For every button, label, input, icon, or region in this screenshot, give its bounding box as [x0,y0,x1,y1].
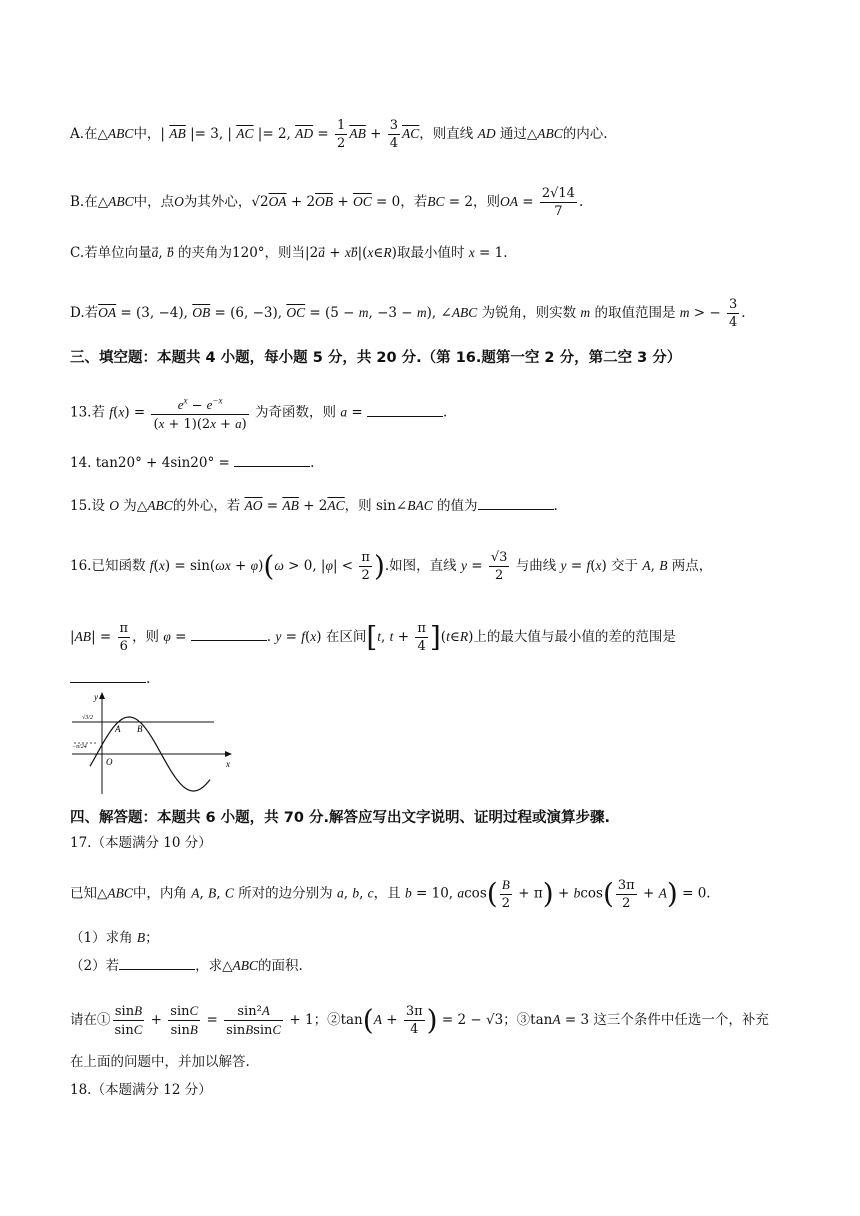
question-13: 13.若 f(x) = $\frac{e^x - e^{-x}}{(x + 1)(2x + a)}$ 为奇函数，则 a = . [70,393,447,433]
question-14: 14. tan20° + 4sin20° = . [70,452,314,473]
question-17-part-1: （1）求角 B； [70,930,159,946]
question-15: 15.设 O 为△ABC的外心，若 $\overline{AO} = \overline{AB} + 2\overline{AC}$，则 sin∠BAC 的值为 . [70,495,558,516]
question-17-stem: 已知△ABC中，内角 A, B, C 所对的边分别为 a, b, c，且 b = 10, acos( $\frac{B}{2}$ + π) + bcos( $\frac{3\pi}{2}$ + A) = 0. [70,877,711,911]
section-4-heading: 四、解答题：本题共 6 小题，共 70 分.解答应写出文字说明、证明过程或演算步骤. [70,810,610,826]
question-16-line-3: . [70,668,150,689]
option-a: A.在△ABC中，| $\overline{AB}$ |= 3, | $\overline{AC}$ |= 2, $\overline{AD}$ = $\frac{1}{2}$ $\overline{AB}$ + $\frac{3}{4}$ $\overline{AC}$，则直线 AD 通过△ABC的内心. [70,118,608,151]
y-axis-arrow [99,692,105,699]
question-18-title: 18.（本题满分 12 分） [70,1082,212,1098]
option-c: C.若单位向量a⃗, b⃗ 的夹角为120°，则当|2a⃗ + xb⃗|(x∈R)取最小值时 x = 1. [70,245,508,261]
xtick-label: −π/24 [72,744,87,750]
option-d: D.若$\overline{OA} = (3$, −4), $\overline{OB} = (6$, −3), $\overline{OC} = (5 - m$, −3 − m), ∠ABC 为锐角，则实数 m 的取值范围是 m > − $\frac{3}{4}$ . [70,297,746,330]
ytick-label: √3/2 [82,715,93,721]
sine-graph [68,690,238,800]
question-17-title: 17.（本题满分 10 分） [70,835,212,851]
point-a-label: A [115,724,121,734]
point-b-label: B [137,724,143,734]
x-axis-arrow [225,751,232,757]
question-17-part-2: （2）若 ，求△ABC的面积. [70,955,303,976]
option-b: B.在△ABC中，点O为其外心，$√2\overline{OA} + 2\overline{OB} + \overline{OC} = 0$，若BC = 2，则OA = $\frac{2√14}{7}$ . [70,186,584,219]
x-axis-label: x [226,759,230,769]
origin-label: O [106,757,113,767]
question-17-conditions: 请在① $\frac{\sin B}{\sin C}$ + $\frac{\sin C}{\sin B}$ = $\frac{\text{sin²A}}{\text{sinBsinC}}$ + 1；②tan(A + $\frac{3\pi}{4}$ ) = 2 − √3；③tanA = 3 这三个条件中任选一个，补充 [70,1003,769,1038]
question-16-line-1: 16.已知函数 f(x) = sin(ωx + φ)(ω > 0, |φ| < $\frac{\pi}{2}$ ).如图，直线 y = $\frac{√3}{2}$ 与曲线 y = f(x) 交于 A, B 两点， [70,549,713,583]
section-3-heading: 三、填空题：本题共 4 小题，每小题 5 分，共 20 分.（第 16.题第一空 2 分，第二空 3 分） [70,350,682,366]
y-axis-label: y [94,692,98,702]
question-17-conditions-cont: 在上面的问题中，并加以解答. [70,1054,250,1070]
question-16-line-2: |AB| = $\frac{\pi}{6}$ ，则 φ = . y = f(x) 在区间[t, t + $\frac{\pi}{4}$ ](t∈R)上的最大值与最小值的差的范围是 [70,620,676,654]
